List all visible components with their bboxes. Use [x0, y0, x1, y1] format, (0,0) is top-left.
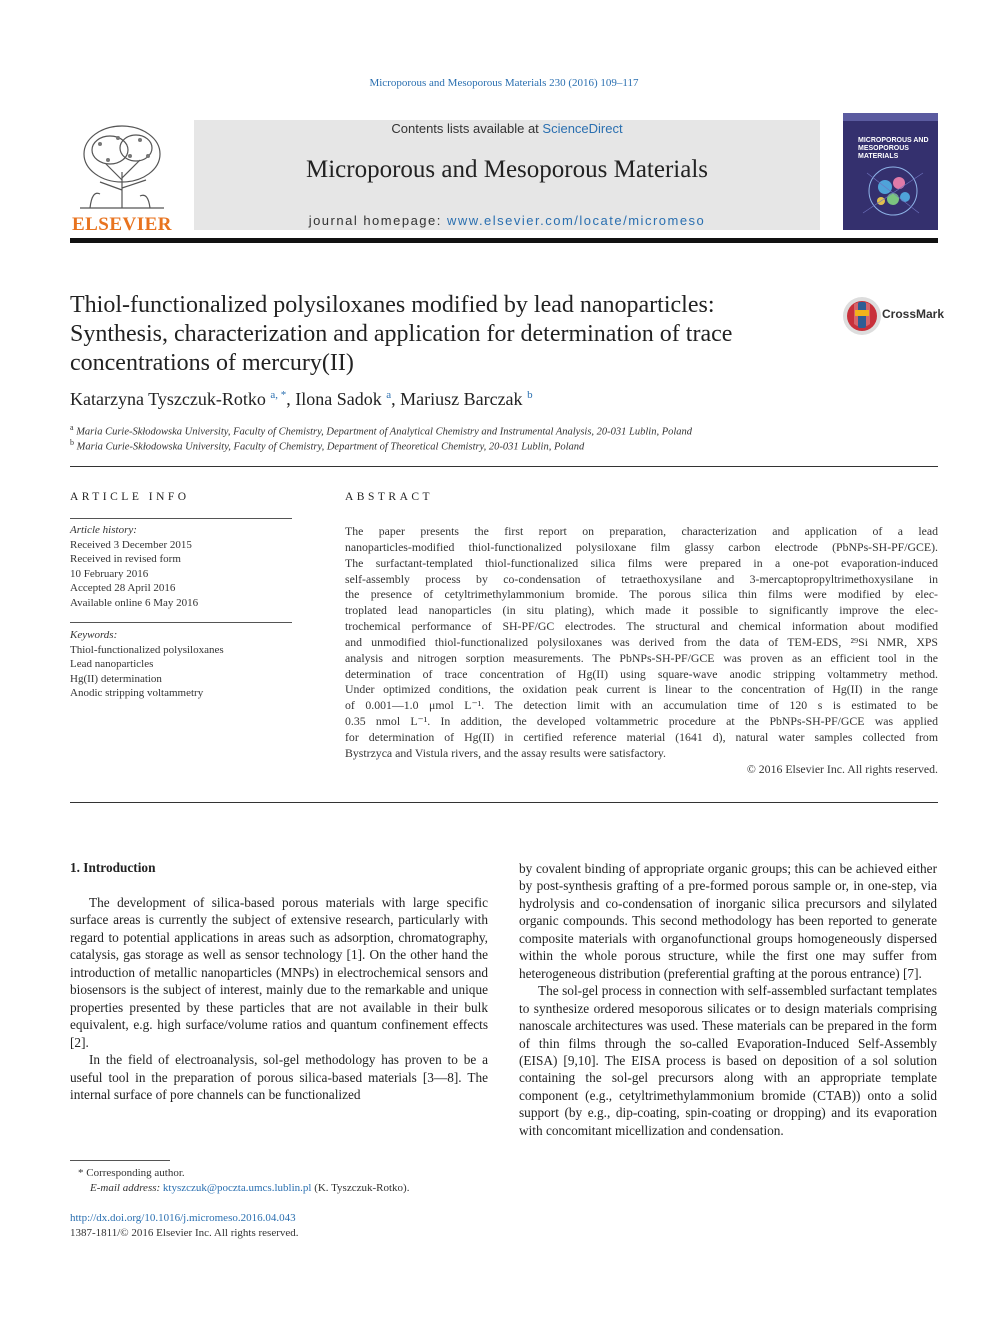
abstract-line: The paper presents the first report on preparation, characterization and application of a lead	[345, 524, 938, 538]
footnote-rule	[70, 1160, 170, 1161]
abstract-line: trochemical performance of SH-PF/GC electrodes. The structural and chemical information about modified	[345, 619, 938, 634]
elsevier-wordmark: ELSEVIER	[71, 214, 173, 235]
paragraph: In the field of electroanalysis, sol-gel methodology has proven to be a useful tool in the preparation of porous silica-based materials [3—8]. The internal surface of pore channels can be functionalized	[70, 1052, 488, 1102]
right-column	[519, 860, 937, 1139]
title-line: Synthesis, characterization and application for determination of trace	[70, 321, 733, 347]
header-rule	[70, 238, 938, 243]
contents-prefix: Contents lists available at	[391, 121, 543, 136]
journal-title: Microporous and Mesoporous Materials	[305, 156, 708, 183]
divider	[70, 802, 938, 803]
keyword: Anodic stripping voltammetry	[70, 687, 204, 699]
article-info-heading: ARTICLE INFO	[70, 491, 190, 503]
divider	[70, 622, 292, 623]
abstract-copyright: © 2016 Elsevier Inc. All rights reserved.	[746, 762, 938, 776]
abstract-line: 0.35 nmol L⁻¹. In addition, the developed voltammetric procedure at the PbNPs-SH-PF/GCE was applied	[345, 714, 938, 729]
crossmark-label[interactable]: CrossMark	[882, 307, 945, 321]
author-name[interactable]: Ilona Sadok	[295, 389, 382, 409]
affiliation-marker: a	[70, 423, 74, 432]
abstract-line: the presence of cetyltrimethylammonium bromide. The porous silica thin films were modified by elec-	[345, 587, 938, 602]
history-item: Accepted 28 April 2016	[70, 582, 176, 594]
left-column	[70, 894, 488, 1103]
corresponding-author-note: Corresponding author.	[86, 1167, 185, 1179]
section-heading: 1. Introduction	[70, 860, 156, 875]
issn-line: 1387-1811/© 2016 Elsevier Inc. All rights reserved.	[70, 1227, 299, 1239]
divider	[70, 518, 292, 519]
history-item: Received 3 December 2015	[70, 538, 192, 551]
cover-title: MICROPOROUS AND MESOPOROUS MATERIALS	[858, 137, 929, 160]
footnote	[70, 1166, 490, 1196]
abstract-line: troplated lead nanoparticles (in situ plating), which made it possible to significantly improve the elec-	[345, 603, 938, 618]
title-line: concentrations of mercury(II)	[70, 350, 354, 376]
abstract-line: analysis and nitrogen sorption measurements. The PbNPs-SH-PF/GCE was proven as an efficient tool in the	[345, 650, 938, 665]
doi-link[interactable]: http://dx.doi.org/10.1016/j.micromeso.2016.04.043	[70, 1212, 296, 1224]
keyword: Hg(II) determination	[70, 672, 162, 685]
journal-citation[interactable]: Microporous and Mesoporous Materials 230 (2016) 109–117	[369, 77, 639, 89]
affiliation	[70, 438, 584, 453]
crossmark-icon[interactable]	[842, 296, 882, 336]
abstract-line: nanoparticles-modified thiol-functionalized polysiloxane film glassy carbon electrode (PbNPs-SH-PF/GCE).	[345, 539, 938, 554]
keywords	[70, 628, 292, 701]
contents-line	[194, 121, 820, 136]
journal-homepage	[194, 213, 820, 228]
keyword: Thiol-functionalized polysiloxanes	[70, 643, 224, 656]
history-item: Available online 6 May 2016	[70, 596, 199, 609]
abstract-heading: ABSTRACT	[345, 491, 434, 503]
affiliation-marker: b	[70, 438, 74, 447]
keyword: Lead nanoparticles	[70, 658, 154, 670]
author-affil-marker[interactable]: a	[386, 389, 392, 401]
email-suffix: (K. Tyszczuk-Rotko).	[314, 1182, 410, 1194]
homepage-link[interactable]: www.elsevier.com/locate/micromeso	[447, 213, 706, 228]
author-affil-marker[interactable]: a, *	[270, 389, 287, 401]
abstract-line: The surfactant-templated thiol-functionalized silica films were prepared in a one-pot evaporation-induced	[345, 555, 938, 570]
divider	[70, 466, 938, 467]
history-item: 10 February 2016	[70, 567, 149, 580]
email-label: E-mail address:	[90, 1182, 161, 1194]
abstract-line: self-assembly process by co-condensation of tetraethoxysilane and 3-mercaptopropyltrimethoxysilane in	[345, 571, 938, 586]
abstract-line: and unmodified thiol-functionalized polysiloxanes was derived from the data of TEM-EDS, ²⁹Si NMR, XPS	[345, 634, 938, 649]
abstract-body	[345, 524, 938, 762]
sciencedirect-link[interactable]: ScienceDirect	[542, 121, 623, 136]
affiliation-text: Maria Curie-Skłodowska University, Faculty of Chemistry, Department of Theoretical Chemistry, 20-031 Lublin, Poland	[76, 441, 585, 453]
history-item: Received in revised form	[70, 553, 181, 565]
article-history	[70, 523, 292, 610]
abstract-line: for determination of Hg(II) in certified reference material (1641 d), natural water samples collected from	[345, 729, 938, 744]
affiliation-text: Maria Curie-Skłodowska University, Faculty of Chemistry, Department of Analytical Chemistry and Instrumental Analysis, 20-031 Lublin, Poland	[76, 426, 693, 438]
affiliation	[70, 423, 692, 438]
author-affil-marker[interactable]: b	[527, 389, 533, 401]
page-footer	[70, 1211, 299, 1241]
paragraph: The development of silica-based porous materials with large specific surface areas is currently the subject of extensive research, particularly with regard to potential applications in areas such as adsorption, chromatography, catalysis, gas storage as well as sensor technology [1]. On the other hand the introduction of metallic nanoparticles (MNPs) in electrochemical sensors and biosensors is the subject of interest, mainly due to the remarkable and unique properties presented by these particles that are not available in their bulk equivalent, e.g. high surface/volume ratios and quantum confinement effects [2].	[70, 895, 488, 1050]
history-label: Article history:	[70, 524, 137, 536]
abstract-line: of 0.001—1.0 μmol L⁻¹. The detection limit with an accumulation time of 120 s is estimated to be	[345, 698, 938, 713]
article-title	[70, 291, 830, 378]
email-link[interactable]: ktyszczuk@poczta.umcs.lublin.pl	[162, 1182, 312, 1194]
abstract-line: determination of trace concentration of Hg(II) using square-wave anodic stripping voltammetry method.	[345, 666, 938, 681]
author-list: Katarzyna Tyszczuk-Rotko $^{a, *}$, Ilona Sadok $^a$, Mariusz Barczak $^b$	[70, 389, 533, 409]
paragraph: by covalent binding of appropriate organic groups; this can be achieved either by post-synthesis grafting of a pre-formed porous sample or, in one-step, via hydrolysis and co-condensation of inorganic silica precursors and silylated organic compounds. This second methodology has been reported to generate composite materials with organofunctional groups homogeneously dispersed within the whole porous structure, while the first one may suffer from heterogeneous distribution (preferential grafting at the porous entrance) [7].	[519, 861, 937, 981]
footnote-marker: *	[78, 1167, 84, 1179]
author-name[interactable]: Mariusz Barczak	[400, 389, 523, 409]
keywords-label: Keywords:	[70, 629, 118, 641]
author-name[interactable]: Katarzyna Tyszczuk-Rotko	[70, 389, 266, 409]
homepage-prefix: journal homepage:	[308, 213, 447, 228]
abstract-line: Under optimized conditions, the oxidation peak current is linear to the concentration of Hg(II) in the range	[345, 682, 938, 697]
title-line: Thiol-functionalized polysiloxanes modified by lead nanoparticles:	[70, 292, 715, 318]
abstract-line: Bystrzyca and Vistula rivers, and the assay results were satisfactory.	[345, 745, 666, 760]
journal-cover-image	[843, 113, 938, 230]
cover-art-icon	[843, 113, 938, 230]
paragraph: The sol-gel process in connection with self-assembled surfactant templates to synthesize ordered mesoporous silicates or to design materials comprising nanoscale architectures was used. These materials can be prepared in the form of thin films through the so-called Evaporation-Induced Self-Assembly (EISA) [9,10]. The EISA process is based on deposition of a sol solution containing the sol-gel precursors along with an appropriate template component (e.g., cetyltrimethylammonium bromide (CTAB)) onto a solid support (by e.g., dip-coating, spin-coating or dropping) and its evaporation with concomitant micellization and condensation.	[519, 983, 937, 1138]
